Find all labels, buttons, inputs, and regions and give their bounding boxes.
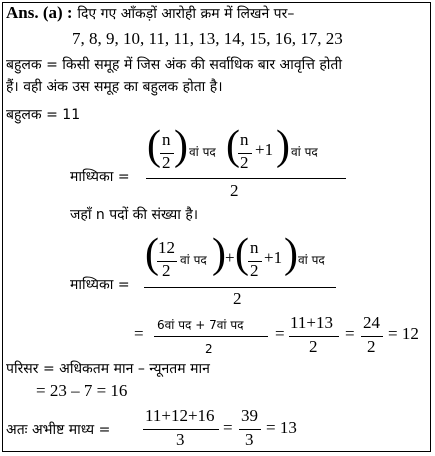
calc-n: n	[250, 238, 259, 257]
intro-text: दिए गए आँकड़ों आरोही क्रम में लिखने पर–	[77, 6, 295, 22]
mean-eq: =	[223, 418, 233, 437]
range-result: = 23 – 7 = 16	[36, 381, 128, 400]
calc-numerator-6-7: 6वां पद + 7वां पद	[157, 318, 244, 332]
calc-denominator-1: 2	[233, 289, 242, 308]
mean-result: = 13	[266, 418, 297, 437]
term-suffix-4: वां पद	[298, 253, 325, 267]
formula-n-2: n	[240, 130, 249, 149]
mean-denominator-2: 3	[245, 430, 254, 449]
calc-numerator-11-13: 11+13	[290, 313, 333, 332]
calc-denominator-2: 2	[205, 342, 213, 356]
left-paren-3: (	[145, 231, 159, 277]
main-fraction-bar-2	[144, 287, 336, 288]
left-paren-1: (	[147, 123, 161, 169]
term-suffix-2: वां पद	[291, 145, 318, 159]
median-formula-lhs: माध्यिका =	[70, 169, 130, 185]
calc-eq-1: =	[134, 324, 144, 343]
calc-twelve: 12	[158, 238, 175, 257]
term-suffix-3: वां पद	[180, 253, 207, 267]
formula-denominator: 2	[230, 181, 239, 200]
fraction-bar-6-7	[154, 336, 268, 337]
answer-label: Ans. (a) :	[6, 3, 73, 22]
formula-two-1: 2	[162, 153, 171, 172]
median-result: = 12	[388, 324, 419, 343]
calc-two-2: 2	[250, 261, 259, 280]
term-suffix-1: वां पद	[189, 145, 216, 159]
formula-n-1: n	[162, 130, 171, 149]
right-paren-4: )	[284, 231, 298, 277]
calc-denominator-3: 2	[309, 337, 318, 356]
mean-numerator-1: 11+12+16	[145, 406, 215, 425]
mode-definition-line2: हैं। वही अंक उस समूह का बहुलक होता है।	[6, 79, 223, 95]
mode-definition-line1: बहुलक = किसी समूह में जिस अंक की सर्वाधिक बार आवृत्ति होती	[6, 57, 343, 73]
calc-denominator-4: 2	[367, 337, 376, 356]
calc-numerator-24: 24	[363, 313, 380, 332]
n-definition-note: जहाँ n पदों की संख्या है।	[70, 207, 199, 223]
mean-denominator-1: 3	[176, 430, 185, 449]
calc-two-1: 2	[162, 261, 171, 280]
calc-plus: +	[225, 248, 235, 267]
right-paren-1: )	[174, 123, 188, 169]
right-paren-3: )	[212, 231, 226, 277]
mode-result: बहुलक = 11	[6, 107, 81, 123]
calc-plus-one: +1	[264, 248, 283, 267]
ascending-sequence: 7, 8, 9, 10, 11, 11, 13, 14, 15, 16, 17, 23	[72, 29, 343, 48]
calc-eq-2: =	[275, 324, 285, 343]
formula-plus-one: +1	[255, 140, 274, 159]
left-paren-4: (	[235, 231, 249, 277]
left-paren-2: (	[226, 123, 240, 169]
formula-two-2: 2	[240, 153, 249, 172]
answer-heading	[6, 4, 294, 23]
mean-numerator-2: 39	[241, 406, 258, 425]
mean-lhs: अतः अभीष्ट माध्य =	[6, 422, 111, 438]
main-fraction-bar-1	[146, 178, 346, 179]
range-definition: परिसर = अधिकतम मान – न्यूनतम मान	[6, 361, 210, 377]
calc-eq-3: =	[345, 324, 355, 343]
right-paren-2: )	[276, 123, 290, 169]
median-calc-lhs: माध्यिका =	[70, 277, 130, 293]
